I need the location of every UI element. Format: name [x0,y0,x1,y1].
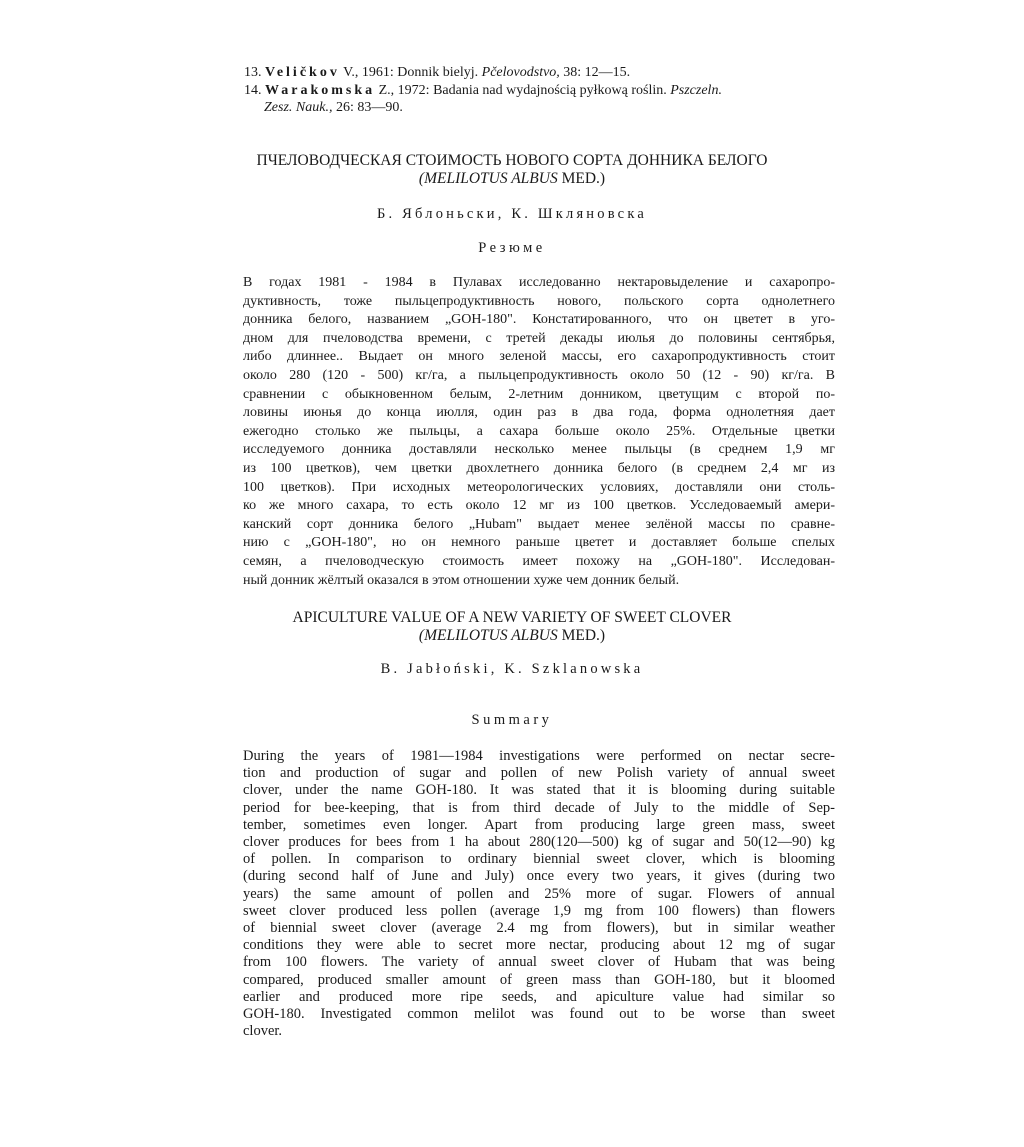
paragraph-line: earlier and produced more ripe seeds, and apiculture value had similar so [243,988,835,1005]
reference-journal: Zesz. Nauk., [264,100,333,115]
russian-summary-heading: Резюме [478,240,546,256]
reference-journal: Pszczeln. [670,82,722,98]
latin-name-authority: MED.) [557,170,606,187]
paragraph-line: clover. [243,1023,283,1040]
reference-number: 14. [244,82,262,98]
english-title-line: APICULTURE VALUE OF A NEW VARIETY OF SWEET CLOVER [292,609,732,626]
russian-title-latin-line [200,170,824,188]
paragraph-line: GOH-180. Investigated common melilot was found out to be worse than sweet [243,1006,835,1023]
paragraph-line: sweet clover produced less pollen (average 1,9 mg from 100 flowers) than flowers [243,902,835,919]
reference-number: 13. [244,65,262,80]
russian-title-line: ПЧЕЛОВОДЧЕСКАЯ СТОИМОСТЬ НОВОГО СОРТА ДОННИКА БЕЛОГО [256,152,768,169]
paragraph-line: clover produces for bees from 1 ha about 280(120—500) kg of sugar and 50(12—90) kg [243,834,835,851]
latin-name: (MELILOTUS ALBUS [418,627,558,644]
paragraph-line: донника белого, названием „GOH-180". Констатированного, что он цветет в уго- [243,312,835,328]
reference-text: V., 1961: Donnik bielyj. [339,65,482,80]
paragraph-line: канский сорт донника белого „Hubam" выдает менее зелёной массы по сравне- [243,516,835,532]
paragraph-line: from 100 flowers. The variety of annual sweet clover of Hubam that was being [243,954,835,971]
paragraph-line: сравнении с обыкновенном белым, 2-летним донником, цветущим с второй по- [243,386,835,402]
paragraph-line: period for bee-keeping, that is from third decade of July to the middle of Sep- [243,799,835,816]
reference-text: Z., 1972: Badania nad wydajnością pyłkową roślin. [375,82,671,98]
reference-pages: 26: 83—90. [332,100,403,115]
english-authors: B. Jabłoński, K. Szklanowska [380,661,644,677]
english-summary-heading: Summary [471,712,553,728]
english-summary-text [243,748,835,1040]
paragraph-line: ный донник жёлтый оказался в этом отношении хуже чем донник белый. [243,572,680,588]
russian-title [200,152,824,188]
russian-authors: Б. Яблоньски, К. Шкляновска [377,206,647,222]
reference-item-continuation [244,99,844,117]
paragraph-line: During the years of 1981—1984 investigations were performed on nectar secre- [243,748,835,764]
paragraph-line: из 100 цветков), чем цветки двохлетнего донника белого (в среднем 2,4 мг из [243,460,835,476]
russian-summary-text [243,274,835,590]
paragraph-line: дуктивность, тоже пыльцепродуктивность нового, польского сорта однолетнего [243,293,835,309]
reference-author: Warakomska [265,82,376,98]
reference-item [244,82,844,100]
paragraph-line: исследуемого донника доставляли несколько менее пыльцы (в среднем 1,9 мг [243,442,835,458]
paragraph-line: of biennial sweet clover (average 2.4 mg from flowers), but in similar weather [243,920,835,937]
english-title [200,609,824,645]
paragraph-line: 100 цветков). При исходных метеорологических условиях, доставляли они столь- [243,479,835,495]
paragraph-line: ко же много сахара, то есть около 12 мг из 100 цветков. Усследоваемый амери- [243,498,835,514]
paragraph-line: clover, under the name GOH-180. It was stated that it is blooming during suitable [243,782,835,799]
paragraph-line: ежегодно столько же пыльцы, а сахара больше около 25%. Отдельные цветки [243,423,835,439]
paragraph-line: tion and production of sugar and pollen of new Polish variety of annual sweet [243,765,835,782]
english-title-latin-line [200,627,824,645]
reference-list [244,64,844,117]
paragraph-line: of pollen. In comparison to ordinary biennial sweet clover, which is blooming [243,851,835,868]
paragraph-line: compared, produced smaller amount of green mass than GOH-180, but it bloomed [243,971,835,988]
paragraph-line: years) the same amount of pollen and 25% more of sugar. Flowers of annual [243,885,835,902]
paragraph-line: нию с „GOH-180", но он немного раньше цветет и доставляет больше спелых [243,535,835,551]
reference-pages: 38: 12—15. [559,65,631,80]
paragraph-line: tember, sometimes even longer. Apart from producing large green mass, sweet [243,816,835,833]
latin-name-authority: MED.) [557,627,606,644]
paragraph-line: семян, а пчеловодческую стоимость имеет похожу на „GOH-180". Исследован- [243,553,835,569]
paragraph-line: conditions they were able to secret more nectar, producing about 12 mg of sugar [243,937,835,954]
reference-item [244,64,844,82]
paragraph-line: около 280 (120 - 500) кг/га, а пыльцепродуктивность около 50 (12 - 90) кг/га. В [243,367,835,383]
paragraph-line: В годах 1981 - 1984 в Пулавах исследованно нектаровыделение и сахаропро- [243,275,835,290]
paragraph-line: (during second half of June and July) once every two years, it gives (during two [243,868,835,885]
paragraph-line: ловины июнья до конца июлля, один раз в два года, форма однолетняя дает [243,405,835,421]
latin-name: (MELILOTUS ALBUS [418,170,558,187]
reference-journal: Pčelovodstvo, [481,65,560,80]
paragraph-line: дном для пчеловодства времени, с третей декады июлья до половины сентябрья, [243,330,835,346]
paragraph-line: либо длиннее.. Выдает он много зеленой массы, его сахаропродуктивность стоит [243,349,835,365]
reference-author: Veličkov [265,65,340,80]
